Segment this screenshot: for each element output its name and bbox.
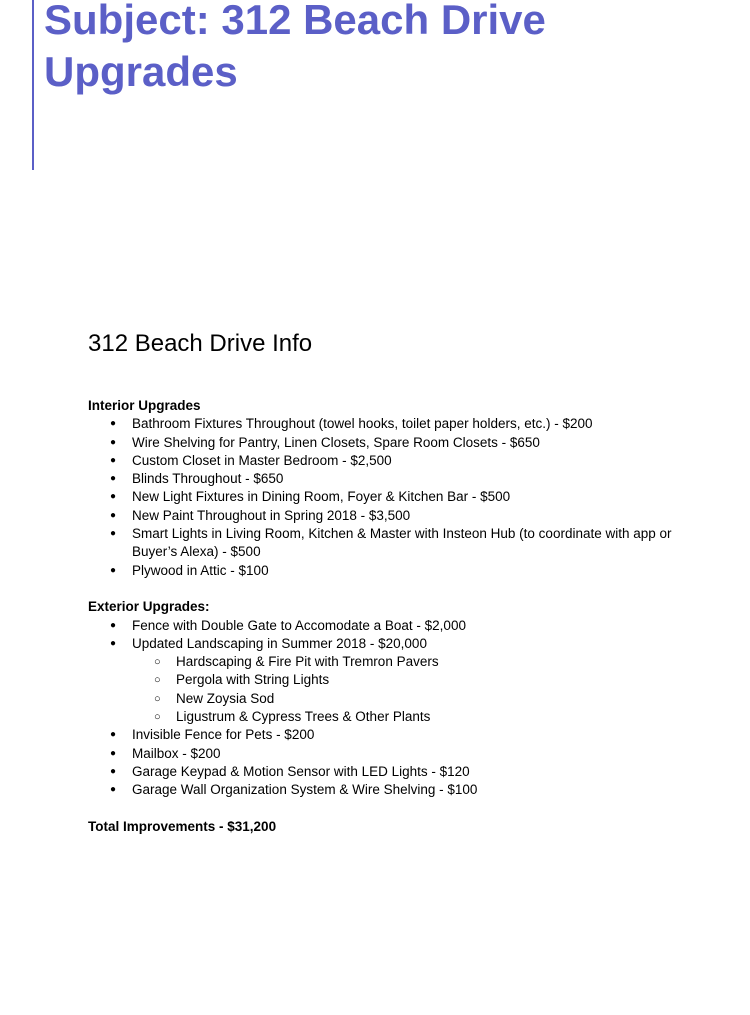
exterior-upgrades-list: [88, 617, 688, 800]
list-item: ● Plywood in Attic - $100: [88, 562, 688, 580]
list-item: ● Blinds Throughout - $650: [88, 470, 688, 488]
interior-upgrades-list: [88, 415, 688, 580]
list-item: ● Mailbox - $200: [88, 745, 688, 763]
list-item: ● Updated Landscaping in Summer 2018 - $20,000: [88, 635, 688, 653]
list-item: ● Wire Shelving for Pantry, Linen Closets, Spare Room Closets - $650: [88, 434, 688, 452]
total-improvements: Total Improvements - $31,200: [88, 818, 277, 834]
sub-list-item: ○ Pergola with String Lights: [88, 671, 688, 689]
sub-list-item: ○ Hardscaping & Fire Pit with Tremron Pavers: [88, 653, 688, 671]
list-item: ● New Paint Throughout in Spring 2018 - $3,500: [88, 507, 688, 525]
interior-upgrades-heading: Interior Upgrades: [88, 398, 201, 413]
document-heading: 312 Beach Drive Info: [88, 330, 313, 357]
quote-rule: [32, 0, 34, 170]
exterior-upgrades-heading: Exterior Upgrades:: [88, 599, 210, 615]
list-item: ● Custom Closet in Master Bedroom - $2,500: [88, 452, 688, 470]
subject-title: Subject: 312 Beach Drive Upgrades: [44, 0, 546, 95]
list-item: ● New Light Fixtures in Dining Room, Foyer & Kitchen Bar - $500: [88, 488, 688, 506]
document-body: [88, 328, 688, 836]
list-item: ● Fence with Double Gate to Accomodate a Boat - $2,000: [88, 617, 688, 635]
sub-list-item: ○ New Zoysia Sod: [88, 690, 688, 708]
list-item: ● Smart Lights in Living Room, Kitchen & Master with Insteon Hub (to coordinate with app or Buyer’s Alexa) - $500: [88, 525, 688, 562]
list-item: ● Invisible Fence for Pets - $200: [88, 726, 688, 744]
list-item: ● Garage Wall Organization System & Wire Shelving - $100: [88, 781, 688, 799]
list-item: ● Garage Keypad & Motion Sensor with LED Lights - $120: [88, 763, 688, 781]
list-item: ● Bathroom Fixtures Throughout (towel hooks, toilet paper holders, etc.) - $200: [88, 415, 688, 433]
sub-list-item: ○ Ligustrum & Cypress Trees & Other Plants: [88, 708, 688, 726]
